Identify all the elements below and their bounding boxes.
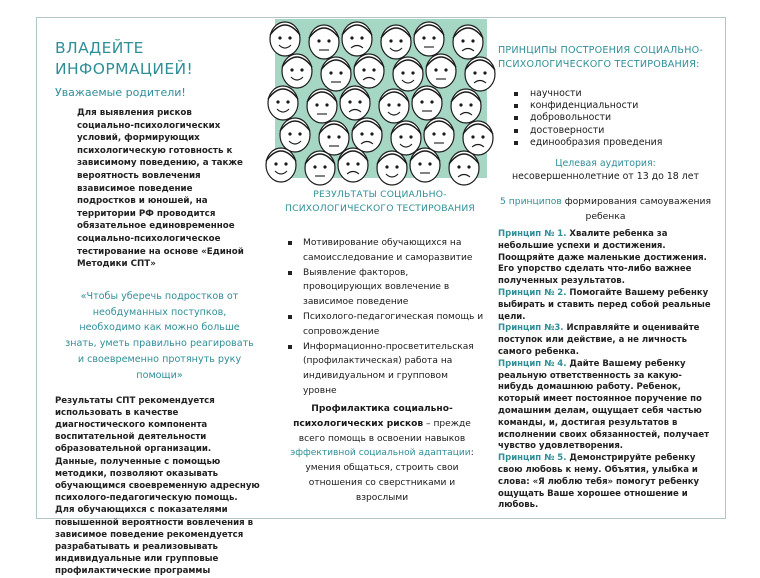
five-principles-heading: [498, 194, 713, 224]
cartoon-face: [338, 148, 368, 182]
results-item: Информационно-просветительская (профилактическая) работа на индивидуальном и групповом уровне: [288, 340, 484, 399]
cartoon-face: [412, 86, 442, 120]
cartoon-face: [379, 89, 409, 123]
principles-list: [514, 88, 713, 149]
faces-illustration: [275, 19, 487, 178]
cartoon-face: [268, 86, 298, 120]
rule-text: Исправляйте и оценивайте поступок или действие, а не личность самого ребенка.: [498, 323, 700, 357]
rule-item: [498, 453, 713, 512]
cartoon-face: [391, 121, 421, 155]
cartoon-face: [377, 151, 407, 185]
main-title: [55, 38, 260, 80]
cartoon-face: [321, 57, 351, 91]
faces-drawing: [275, 19, 487, 178]
cartoon-face: [381, 25, 411, 59]
rule-key: Принцип № 1.: [498, 229, 567, 240]
middle-panel: [274, 18, 488, 518]
intro-text: Для выявления рисков социально-психологических условий, формирующих психологическую готовность к зависимому поведению, а также вероятность вовлечения взависимое поведение подростков и юношей, на территории РФ проводится обязательное единовременное социально-психологическое тестирование на основе «Единой Методики СПТ»: [77, 108, 244, 270]
results-item: Выявление факторов, провоцирующих вовлечение в зависимое поведение: [288, 266, 484, 310]
greeting-subtitle: Уважаемые родители!: [55, 86, 186, 99]
rules-list: [498, 229, 713, 512]
principle-item: единообразия проведения: [514, 137, 713, 149]
results-item: Мотивирование обучающихся на самоисследование и саморазвитие: [288, 236, 484, 266]
five-principles-rest: формирования самоуважения ребенка: [561, 196, 712, 223]
prevention-bold: Профилактика социально-психологических рисков: [293, 404, 453, 429]
quote-text: «Чтобы уберечь подростков от необдуманных поступков, необходимо как можно больше знать, уметь правильно реагировать и своевременно протянуть руку помощи»: [65, 290, 254, 381]
cartoon-face: [410, 148, 440, 182]
cartoon-face: [282, 54, 312, 88]
cartoon-face: [451, 89, 481, 123]
rule-key: Принцип № 2.: [498, 288, 567, 298]
cartoon-face: [266, 148, 296, 182]
cartoon-face: [352, 118, 382, 152]
principle-item: достоверности: [514, 125, 713, 137]
principle-item: научности: [514, 88, 713, 100]
cartoon-face: [340, 86, 370, 120]
rule-key: Принцип № 5.: [498, 453, 567, 464]
left-panel: [37, 18, 270, 577]
results-title: РЕЗУЛЬТАТЫ СОЦИАЛЬНО-ПСИХОЛОГИЧЕСКОГО ТЕСТИРОВАНИЯ: [284, 189, 475, 214]
cartoon-face: [393, 57, 423, 91]
five-principles-highlight: 5 принципов: [499, 196, 562, 208]
prevention-highlight: эффективной социальной адаптации: [290, 448, 471, 459]
cartoon-face: [307, 89, 337, 123]
prevention-text: [284, 402, 480, 506]
principles-title: ПРИНЦИПЫ ПОСТРОЕНИЯ СОЦИАЛЬНО-ПСИХОЛОГИЧЕСКОГО ТЕСТИРОВАНИЯ:: [498, 45, 704, 70]
rule-item: [498, 359, 713, 453]
principle-item: конфиденциальности: [514, 100, 713, 112]
cartoon-face: [280, 118, 310, 152]
cartoon-face: [453, 25, 483, 59]
cartoon-face: [414, 22, 444, 56]
prevention-end: : умения общаться, строить свои отношения со сверстниками и взрослыми: [305, 448, 474, 503]
cartoon-face: [424, 118, 454, 152]
rule-key: Принцип № 4.: [498, 358, 567, 369]
title-line-2: ИНФОРМАЦИЕЙ!: [55, 60, 194, 78]
cartoon-face: [305, 151, 335, 185]
prevention-mid: – прежде всего помощь в освоении навыков: [298, 418, 471, 444]
cartoon-face: [319, 121, 349, 155]
rule-text: Хвалите ребенка за небольшие успехи и достижения. Поощряйте даже маленькие достижения. Его упорство сделать что-либо важнее полученных результатов.: [498, 229, 707, 287]
cartoon-face: [449, 151, 479, 185]
cartoon-face: [426, 54, 456, 88]
body-paragraph-1: Результаты СПТ рекомендуется использовать в качестве диагностического компонента воспитательной деятельности образовательной организации.: [55, 395, 215, 455]
results-usage-text: [55, 395, 260, 578]
cartoon-face: [342, 22, 372, 56]
results-list: [288, 236, 484, 399]
rule-item: [498, 229, 713, 288]
audience-value: несовершеннолетние от 13 до 18 лет: [512, 170, 699, 182]
cartoon-face: [309, 25, 339, 59]
cartoon-face: [270, 22, 300, 56]
audience-label: Целевая аудитория:: [555, 158, 656, 170]
body-paragraph-2: Данные, полученные с помощью методики, позволяют оказывать обучающимся своевременную адресную психолого-педагогическую помощь. Для обучающихся с показателями повышенной вероятности вовлечения в зависимое поведение рекомендуется разрабатывать и реализовывать индивидуальные или групповые профилактические программы: [55, 456, 260, 577]
principle-item: добровольности: [514, 112, 713, 124]
cartoon-face: [354, 54, 384, 88]
rule-key: Принцип №3.: [498, 323, 564, 334]
rule-item: [498, 288, 713, 323]
title-line-1: ВЛАДЕЙТЕ: [55, 39, 144, 57]
results-item: Психолого-педагогическая помощь и сопровождение: [288, 310, 484, 340]
rule-text: Помогайте Вашему ребенку выбирать и ставить перед собой реальные цели.: [498, 288, 711, 322]
rule-text: Дайте Вашему ребенку реальную ответственность за какую-нибудь домашнюю работу. Ребенок, который имеет постоянное поручение по домашним делам, ощущает себя частью команды, и, достигая результатов в исполнении своих обязанностей, получает чувство удовлетворения.: [498, 358, 710, 452]
right-panel: [488, 18, 725, 518]
rule-text: Демонстрируйте ребенку свою любовь к нему. Объятия, улыбка и слова: «Я люблю тебя» помогут ребенку ощущать Ваше хорошее отношение и любовь.: [498, 453, 700, 511]
rule-item: [498, 323, 713, 358]
